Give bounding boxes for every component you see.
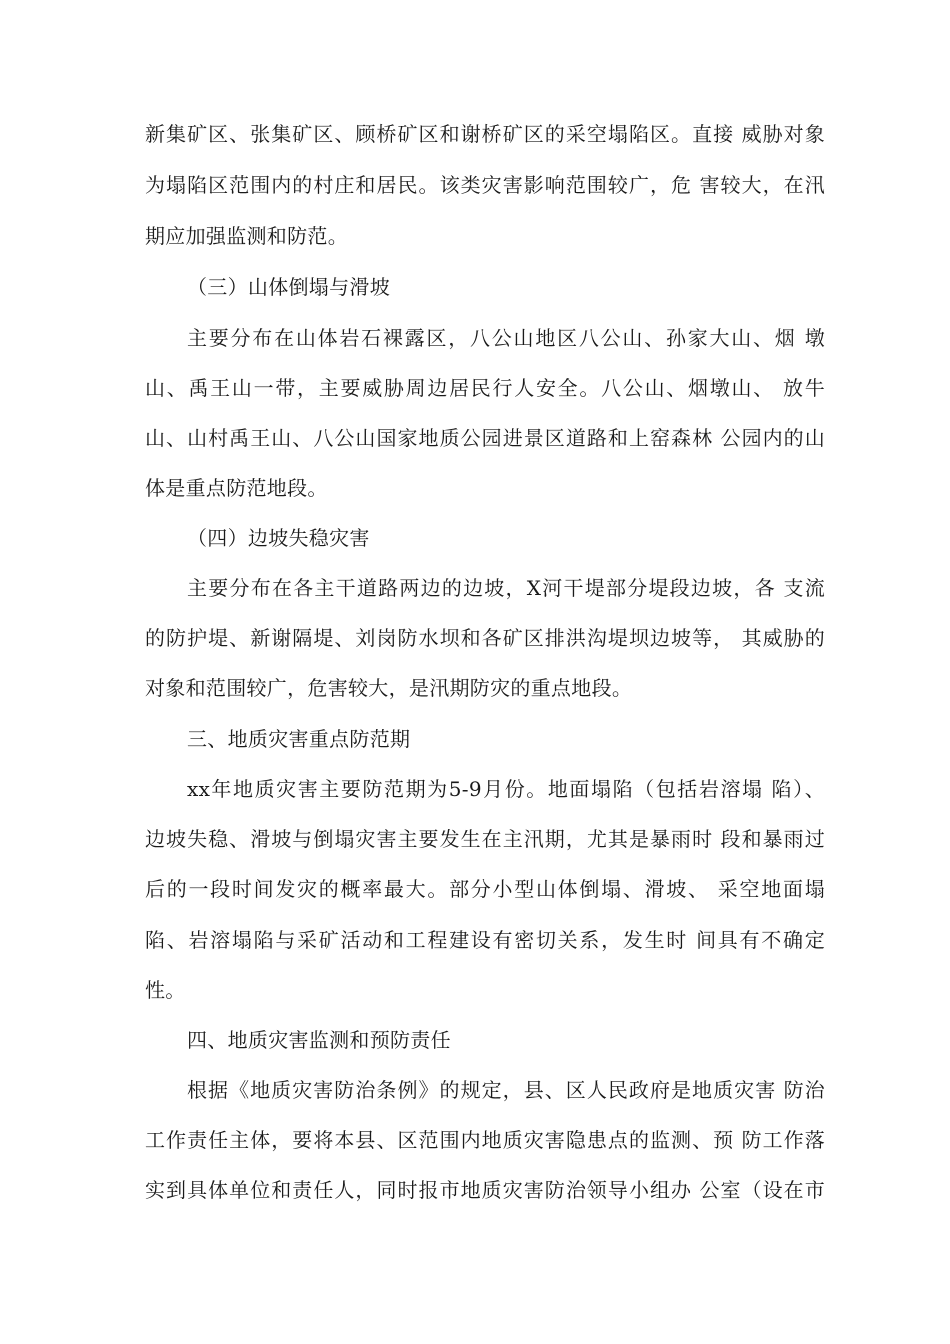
text-line: 实到具体单位和责任人，同时报市地质灾害防治领导小组办 公室（设在市 xyxy=(145,1178,825,1202)
text-line: xx年地质灾害主要防范期为5-9月份。地面塌陷（包括岩溶塌 陷）、 xyxy=(187,777,825,801)
text-line: 对象和范围较广，危害较大，是汛期防灾的重点地段。 xyxy=(145,676,633,700)
section-heading: 四、地质灾害监测和预防责任 xyxy=(187,1028,451,1052)
section-heading: （四）边坡失稳灾害 xyxy=(187,526,370,550)
text-line: 后的一段时间发灾的概率最大。部分小型山体倒塌、滑坡、 采空地面塌 xyxy=(145,877,825,901)
text-line: 性。 xyxy=(145,978,186,1002)
section-heading: 三、地质灾害重点防范期 xyxy=(187,727,411,751)
text-line: 的防护堤、新谢隔堤、刘岗防水坝和各矿区排洪沟堤坝边坡等， 其威胁的 xyxy=(145,626,825,650)
section-heading: （三）山体倒塌与滑坡 xyxy=(187,275,390,299)
text-line: 山、山村禹王山、八公山国家地质公园进景区道路和上窑森林 公园内的山 xyxy=(145,426,825,450)
text-line: 边坡失稳、滑坡与倒塌灾害主要发生在主汛期，尤其是暴雨时 段和暴雨过 xyxy=(145,827,825,851)
text-line: 体是重点防范地段。 xyxy=(145,476,328,500)
text-line: 新集矿区、张集矿区、顾桥矿区和谢桥矿区的采空塌陷区。直接 威胁对象 xyxy=(145,122,825,146)
text-line: 陷、岩溶塌陷与采矿活动和工程建设有密切关系，发生时 间具有不确定 xyxy=(145,928,825,952)
text-line: 期应加强监测和防范。 xyxy=(145,224,348,248)
text-line: 主要分布在山体岩石裸露区，八公山地区八公山、孙家大山、烟 墩 xyxy=(187,326,825,350)
text-line: 工作责任主体，要将本县、区范围内地质灾害隐患点的监测、预 防工作落 xyxy=(145,1128,825,1152)
text-line: 为塌陷区范围内的村庄和居民。该类灾害影响范围较广，危 害较大，在汛 xyxy=(145,173,825,197)
text-line: 山、禹王山一带，主要威胁周边居民行人安全。八公山、烟墩山、 放牛 xyxy=(145,376,825,400)
text-line: 根据《地质灾害防治条例》的规定，县、区人民政府是地质灾害 防治 xyxy=(187,1078,825,1102)
text-line: 主要分布在各主干道路两边的边坡，X河干堤部分堤段边坡，各 支流 xyxy=(187,576,825,600)
